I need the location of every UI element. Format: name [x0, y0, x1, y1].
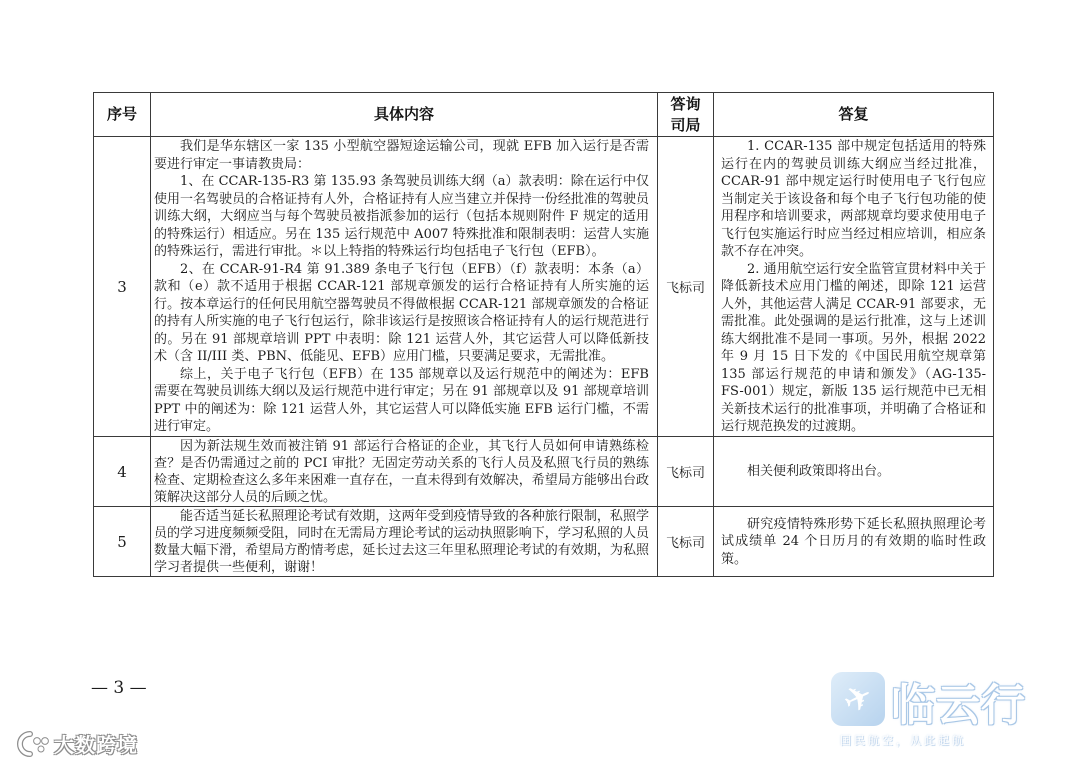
- row-serial: 5: [94, 507, 151, 577]
- watermark-right-text: 临云行: [891, 680, 1026, 731]
- header-serial: 序号: [94, 93, 151, 137]
- swirl-logo-icon: [8, 729, 52, 759]
- airplane-icon: [831, 672, 885, 726]
- table-row: [94, 437, 994, 507]
- table-row: [94, 137, 994, 437]
- reply-paragraph: 1. CCAR-135 部中规定包括适用的特殊运行在内的驾驶员训练大纲应当经过批准，CCAR-91 部中规定运行时使用电子飞行包应当制定关于该设备和每个电子飞行包功能的使用程序和培训要求，两部规章均要求使用电子飞行包实施运行时应当经过相应培训，相应条款不存在冲突。: [721, 139, 986, 259]
- row-department: 飞标司: [658, 137, 714, 437]
- header-department-line1: 答询: [670, 94, 701, 113]
- header-reply: 答复: [714, 93, 994, 137]
- reply-paragraph: 相关便利政策即将出台。: [747, 464, 891, 480]
- watermark-right-slogan: 国民航空，从此起航: [840, 734, 966, 747]
- content-paragraph: 因为新法规生效而被注销 91 部运行合格证的企业，其飞行人员如何申请熟练检查？是否仍需通过之前的 PCI 审批？无固定劳动关系的飞行人员及私照飞行员的熟练检查、定期检查这么多年来困难一直存在，一直未得到有效解决，希望局方能够出台政策解决这部分人员的后顾之忧。: [154, 439, 649, 505]
- header-department-line2: 司局: [670, 115, 701, 134]
- content-paragraph: 我们是华东辖区一家 135 小型航空器短途运输公司，现就 EFB 加入运行是否需要进行审定一事请教贵局：: [154, 139, 649, 172]
- page-number: — 3 —: [91, 678, 147, 698]
- row-content: [151, 437, 658, 507]
- content-paragraph: 能否适当延长私照理论考试有效期，这两年受到疫情导致的各种旅行限制，私照学员的学习进度频频受阻，同时在无需局方理论考试的运动执照影响下，学习私照的人员数量大幅下滑，希望局方酌情考虑，延长过去这三年里私照理论考试的有效期，为私照学习者提供一些便利，谢谢！: [154, 509, 649, 575]
- row-department: 飞标司: [658, 437, 714, 507]
- table-header-row: [94, 93, 994, 137]
- row-reply: [714, 507, 994, 577]
- reply-paragraph: 研究疫情特殊形势下延长私照执照理论考试成绩单 24 个日历月的有效期的临时性政策。: [721, 516, 986, 567]
- row-reply: [714, 437, 994, 507]
- airplane-glyph: ✈: [836, 674, 880, 724]
- row-content: [151, 507, 658, 577]
- row-serial: 3: [94, 137, 151, 437]
- row-department: 飞标司: [658, 507, 714, 577]
- content-paragraph: 2、在 CCAR-91-R4 第 91.389 条电子飞行包（EFB）（f）款表明：本条（a）款和（e）款不适用于根据 CCAR-121 部规章颁发的运行合格证持有人所实施的运行。按本章运行的任何民用航空器驾驶员不得做根据 CCAR-121 部规章颁发的合格证的持有人所实施的电子飞行包运行，除非该运行是按照该合格证持有人的运行规范进行的。另在 91 部规章培训 PPT 中表明：除 121 运营人外，其它运营人可以降低新技术（含 II/III 类、PBN、低能见、EFB）应用门槛，只要满足要求，无需批准。: [154, 261, 649, 364]
- header-department: [658, 93, 714, 137]
- content-paragraph: 1、在 CCAR-135-R3 第 135.93 条驾驶员训练大纲（a）款表明：除在运行中仅使用一名驾驶员的合格证持有人外，合格证持有人应当建立并保持一份经批准的驾驶员训练大纲，大纲应当与每个驾驶员被指派参加的运行（包括本规则附件 F 规定的适用的特殊运行）相适应。另在 135 运行规范中 A007 特殊批准和限制表明：运营人实施的特殊运行，需进行审批。＊以上特指的特殊运行均包括电子飞行包（EFB）。: [154, 174, 649, 259]
- header-content: 具体内容: [151, 93, 658, 137]
- qa-table: [93, 92, 994, 577]
- row-reply: [714, 137, 994, 437]
- row-content: [151, 137, 658, 437]
- watermark-left-text: 大数跨境: [54, 733, 138, 757]
- reply-paragraph: 2. 通用航空运行安全监管宣贯材料中关于降低新技术应用门槛的阐述，即除 121 运营人外，其他运营人满足 CCAR-91 部要求，无需批准。此处强调的是运行批准，这与上述训练大纲批准不是同一事项。另外，根据 2022 年 9 月 15 日下发的《中国民用航空规章第 135 部运行规范的申请和颁发》（AG-135-FS-001）规定，新版 135 运行规范中已无相关新技术运行的批准事项，并明确了合格证和运行规范换发的过渡期。: [721, 261, 986, 434]
- row-serial: 4: [94, 437, 151, 507]
- content-paragraph: 综上，关于电子飞行包（EFB）在 135 部规章以及运行规范中的阐述为：EFB 需要在驾驶员训练大纲以及运行规范中进行审定；另在 91 部规章以及 91 部规章培训 PPT 中的阐述为：除 121 运营人外，其它运营人可以降低实施 EFB 运行门槛，不需进行审定。: [154, 366, 649, 434]
- table-row: [94, 507, 994, 577]
